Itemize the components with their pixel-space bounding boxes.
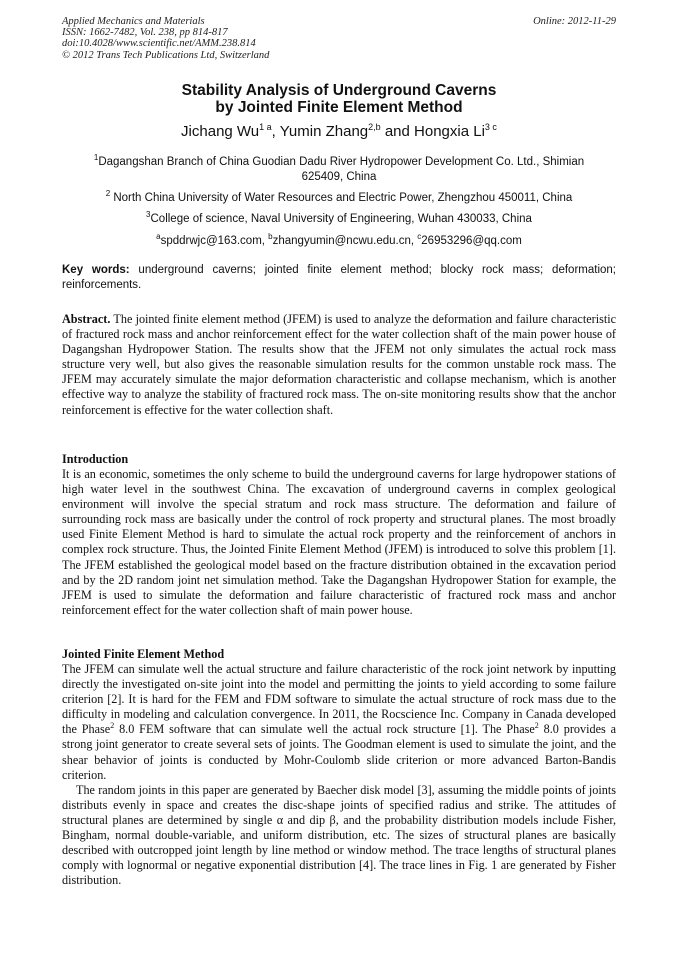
title-line-2: by Jointed Finite Element Method <box>215 99 463 116</box>
journal-name: Applied Mechanics and Materials <box>62 16 205 27</box>
affiliation-3-sup: 3 <box>146 210 151 219</box>
jfem-paragraph-1 <box>62 662 616 783</box>
affiliation-2-text: North China University of Water Resources and Electric Power, Zhengzhou 450011, China <box>110 191 573 204</box>
jfem-paragraph-2: The random joints in this paper are generated by Baecher disk model [3], assuming the middle points of joints distributs evenly in space and creates the disc-shape joints of specified radius and strike. The attitudes of structural planes are determined by single α and dip β, and the probability distribution models include Fisher, Bingham, normal double-variable, and uniform distribution, etc. The sizes of structural planes are basically described with outcropped joint length by line method or window method. The trace lengths of structural planes comply with lognormal or negative exponential distribution [4]. The trace lines in Fig. 1 are generated by Fisher distribution. <box>62 782 616 888</box>
email-c-sup: c <box>417 232 422 241</box>
author-3-sup: 3 c <box>484 122 497 132</box>
issn-line: ISSN: 1662-7482, Vol. 238, pp 814-817 <box>62 27 228 39</box>
online-date: Online: 2012-11-29 <box>533 16 616 27</box>
jfem-heading: Jointed Finite Element Method <box>62 647 225 661</box>
email-c: 26953296@qq.com <box>421 234 522 247</box>
keywords-text: underground caverns; jointed finite element method; blocky rock mass; deformation; reinforcements. <box>62 264 616 291</box>
affiliation-3-text: College of science, Naval University of Engineering, Wuhan 430033, China <box>150 212 532 225</box>
doi-line: doi:10.4028/www.scientific.net/AMM.238.814 <box>62 38 256 50</box>
title-line-1: Stability Analysis of Underground Caverns <box>181 82 497 99</box>
abstract-text: The jointed finite element method (JFEM) is used to analyze the deformation and failure characteristic of fractured rock mass and anchor reinforcement effect for the water collection shaft of the main power house of Dagangshan Hydropower Station. The results show that the JFEM not only simulates the actual rock mass structure very well, but also gives the reasonable simulation results for the common unstable rock mass. The JFEM may accurately simulate the major deformation characteristic and collapse mechanism, which is another effective way to analyze the stability of fractured rock mass. The on-site monitoring results show that the anchor reinforcement is effective for the water collection shaft. <box>62 312 616 417</box>
introduction-text: It is an economic, sometimes the only scheme to build the underground caverns for large hydropower stations of high water level in the southwest China. The excavation of underground caverns in complex geological environment will involve the special stratum and rock mass structure. The deformation and failure of surrounding rock mass are basically under the control of rock property and structural planes. The most broadly used Finite Element Method is hard to simulate the actual rock property and the reinforcement of anchors in complex rock structure. Thus, the Jointed Finite Element Method (JFEM) is introduced to solve this problem [1]. The JFEM established the geological model based on the fracture distribution obtained in the excavation period and by the 2D random joint net simulation method. Take the Dagangshan Hydropower Station for example, the JFEM is used to simulate the deformation and failure characteristic of fractured rock mass and anchor reinforcement effect for the water collection shaft of main power house. <box>62 467 616 617</box>
copyright-line: © 2012 Trans Tech Publications Ltd, Switzerland <box>62 49 270 61</box>
author-separator: and <box>380 123 415 140</box>
affiliation-2-sup: 2 <box>105 189 111 198</box>
paper-title <box>0 82 678 116</box>
affiliation-1 <box>62 150 616 185</box>
affiliation-1-line-1: Dagangshan Branch of China Guodian Dadu River Hydropower Development Co. Ltd., Shimian <box>98 155 585 168</box>
jfem-body <box>62 662 616 888</box>
abstract-label: Abstract. <box>62 312 111 326</box>
author-separator: , <box>271 123 280 140</box>
author-2: Yumin Zhang <box>279 123 369 140</box>
affiliation-2 <box>62 186 616 206</box>
keywords-label: Key words: <box>62 264 130 276</box>
jfem-p1-part-a: The JFEM can simulate well the actual structure and failure characteristic of the rock joint network by inputting directly the investigated on-site joint into the model and permitting the joints to yield according to some failure criterion [2]. It is hard for the FEM and FDM software to simulate the actual structure of rock mass due to the difficulty in modeling and calculation convergence. In 2011, the Rocscience Inc. Company in Canada developed the Phase <box>62 662 616 737</box>
author-2-sup: 2,b <box>368 122 381 132</box>
affiliation-3 <box>62 207 616 227</box>
keywords <box>62 263 616 292</box>
author-list <box>0 122 678 140</box>
author-1: Jichang Wu <box>181 123 260 140</box>
journal-header <box>62 16 269 61</box>
email-b-sup: b <box>268 232 273 241</box>
email-list <box>62 229 616 249</box>
author-3: Hongxia Li <box>414 123 485 140</box>
email-a: spddrwjc@163.com, <box>160 234 269 247</box>
email-a-sup: a <box>156 232 161 241</box>
phase-superscript: 2 <box>534 721 539 731</box>
affiliation-1-sup: 1 <box>93 153 99 162</box>
email-b: zhangyumin@ncwu.edu.cn, <box>272 234 418 247</box>
jfem-p1-part-b: 8.0 FEM software that can simulate well the actual rock structure [1]. The Phase <box>114 722 535 737</box>
jfem-p1-part-c: 8.0 provides a strong joint generator to create several sets of joints. The Goodman element is used to simulate the joint, and the shear behavior of joints is conducted by Mohr-Coulomb slide criterion or more advanced Barton-Bandis criterion. <box>62 722 617 782</box>
affiliation-1-line-2: 625409, China <box>301 170 377 183</box>
author-1-sup: 1 a <box>259 122 272 132</box>
abstract <box>62 312 616 418</box>
introduction-heading: Introduction <box>62 452 129 466</box>
phase-superscript: 2 <box>110 721 115 731</box>
